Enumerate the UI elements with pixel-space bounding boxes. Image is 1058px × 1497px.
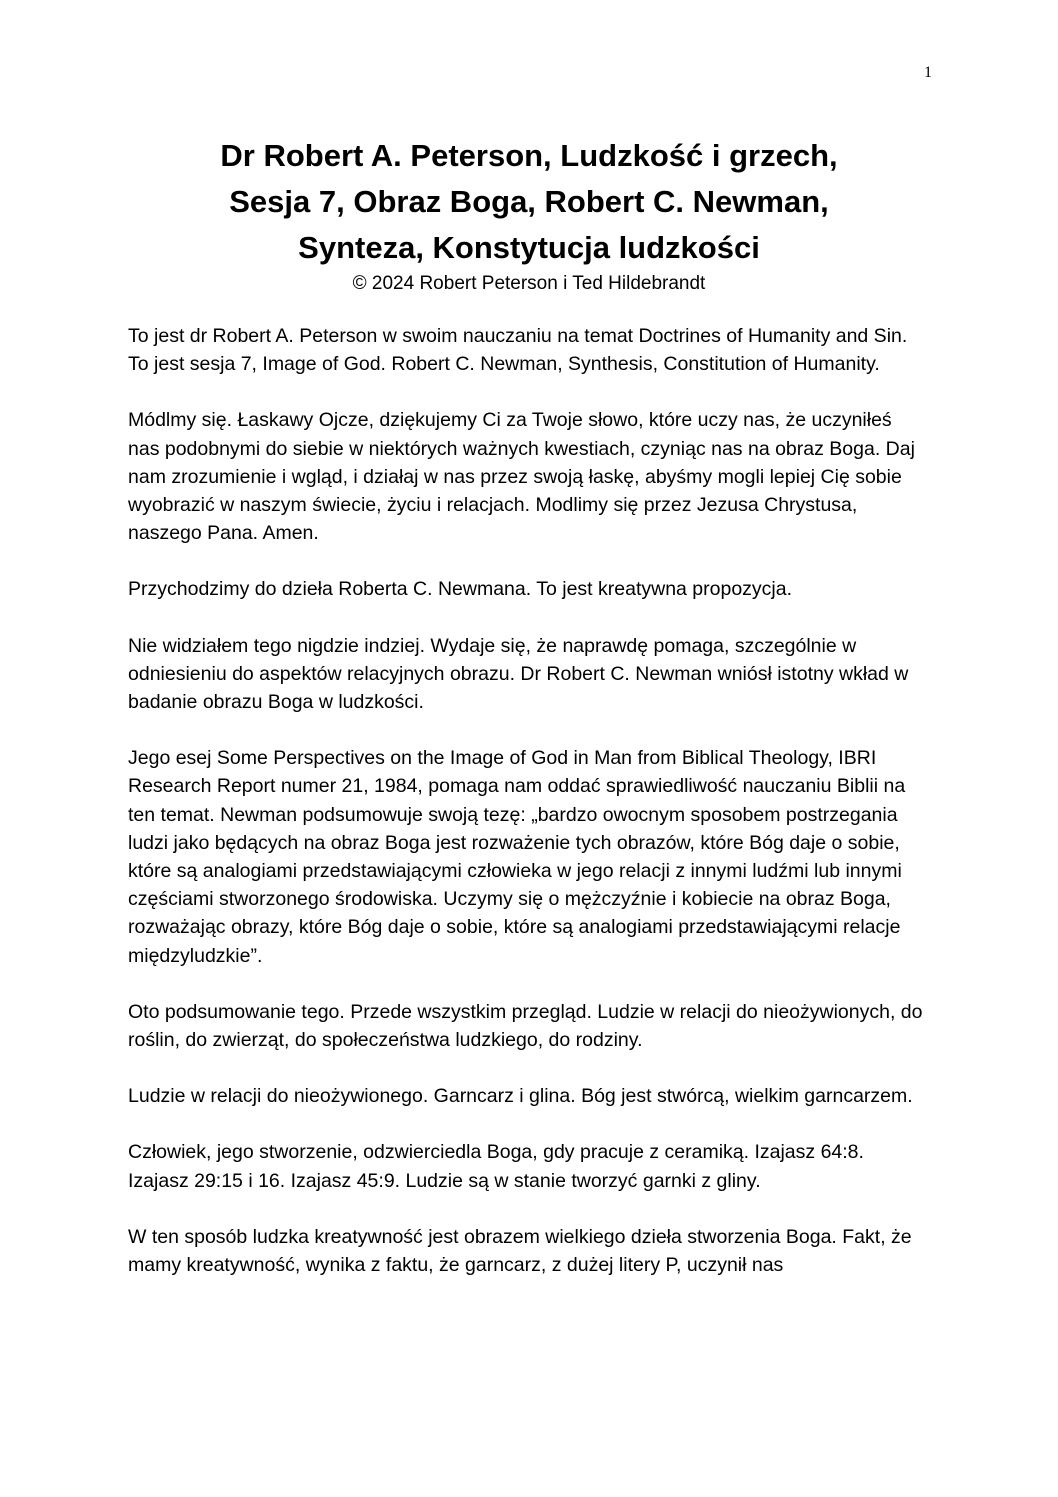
paragraph-newman-intro: Przychodzimy do dzieła Roberta C. Newmana. To jest kreatywna propozycja. [128,578,793,601]
paragraph-essay-thesis: Jego esej Some Perspectives on the Image of God in Man from Biblical Theology, IBRI Research Report numer 21, 1984, pomaga nam oddać sprawiedliwość nauczaniu Biblii na ten temat. Newman podsumowuje swoją tezę: „bardzo owocnym sposobem postrzegania ludzi jako będących na obraz Boga jest rozważenie tych obrazów, które Bóg daje o sobie, które są analogiami przedstawiającymi człowieka w jego relacji z innymi ludźmi lub innymi częściami stworzonego środowiska. Uczymy się o mężczyźnie i kobiecie na obraz Boga, rozważając obrazy, które Bóg daje o sobie, które są analogiami przedstawiającymi relacje międzyludzkie”. [128,747,906,967]
paragraph-prayer: Módlmy się. Łaskawy Ojcze, dziękujemy Ci za Twoje słowo, które uczy nas, że uczyniłeś nas podobnymi do siebie w niektórych ważnych kwestiach, czyniąc nas na obraz Boga. Daj nam zrozumienie i wgląd, i działaj w nas przez swoją łaskę, abyśmy mogli lepiej Cię sobie wyobrazić w naszym świecie, życiu i relacjach. Modlimy się przez Jezusa Chrystusa, naszego Pana. Amen. [128,409,915,545]
page-number: 1 [924,64,932,81]
title-line-3: Synteza, Konstytucja ludzkości [298,230,760,265]
paragraph-newman-contribution: Nie widziałem tego nigdzie indziej. Wydaje się, że naprawdę pomaga, szczególnie w odniesieniu do aspektów relacyjnych obrazu. Dr Robert C. Newman wniósł istotny wkład w badanie obrazu Boga w ludzkości. [128,634,909,714]
document-body [128,322,928,1307]
document-header [128,133,930,297]
paragraph-intro: To jest dr Robert A. Peterson w swoim nauczaniu na temat Doctrines of Humanity and Sin. To jest sesja 7, Image of God. Robert C. Newman, Synthesis, Constitution of Humanity. [128,325,908,376]
title-line-1: Dr Robert A. Peterson, Ludzkość i grzech, [220,138,838,173]
paragraph-overview: Oto podsumowanie tego. Przede wszystkim przegląd. Ludzie w relacji do nieożywionych, do roślin, do zwierząt, do społeczeństwa ludzkiego, do rodziny. [128,1000,923,1052]
paragraph-isaiah-references: Człowiek, jego stworzenie, odzwierciedla Boga, gdy pracuje z ceramiką. Izajasz 64:8. Izajasz 29:15 i 16. Izajasz 45:9. Ludzie są w stanie tworzyć garnki z gliny. [128,1141,864,1192]
paragraph-creativity: W ten sposób ludzka kreatywność jest obrazem wielkiego dzieła stworzenia Boga. Fakt, że mamy kreatywność, wynika z faktu, że garncarz, z dużej litery P, uczynił nas [128,1225,912,1277]
title-line-2: Sesja 7, Obraz Boga, Robert C. Newman, [229,184,829,219]
paragraph-potter-clay: Ludzie w relacji do nieożywionego. Garncarz i glina. Bóg jest stwórcą, wielkim garncarzem. [128,1085,913,1108]
copyright-notice: © 2024 Robert Peterson i Ted Hildebrandt [352,273,706,294]
